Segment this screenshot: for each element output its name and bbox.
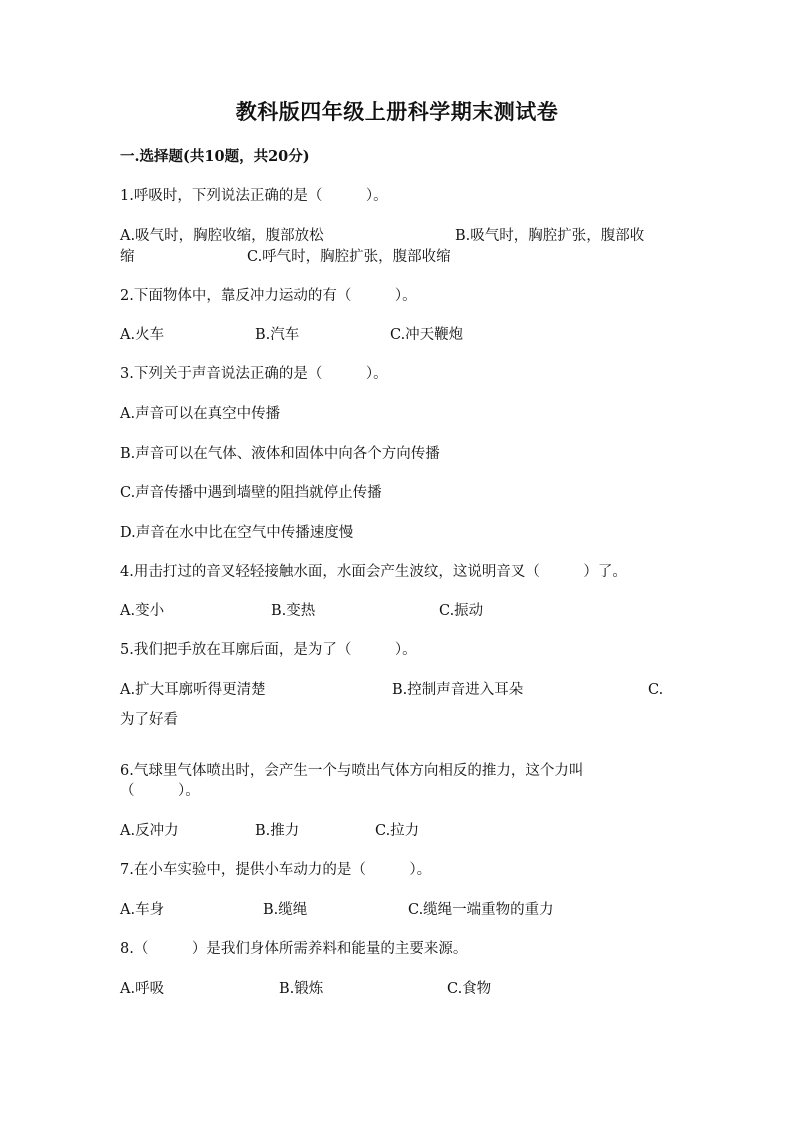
- question-4-option-c: C.振动: [439, 603, 484, 619]
- question-1-option-b-wrap: 缩: [120, 249, 135, 265]
- question-4-stem: 4.用击打过的音叉轻轻接触水面，水面会产生波纹，这说明音叉（ ）了。: [120, 564, 627, 580]
- question-8-option-a: A.呼吸: [120, 981, 165, 997]
- question-1-option-b: B.吸气时，胸腔扩张，腹部收: [455, 228, 645, 244]
- question-6-stem: 6.气球里气体喷出时，会产生一个与喷出气体方向相反的推力，这个力叫: [120, 763, 584, 779]
- question-8-option-b: B.锻炼: [279, 981, 324, 997]
- question-3-option-c: C.声音传播中遇到墙壁的阻挡就停止传播: [120, 485, 382, 501]
- question-2-option-a: A.火车: [120, 327, 165, 343]
- question-5-stem: 5.我们把手放在耳廓后面，是为了（ ）。: [120, 642, 417, 658]
- question-5-option-c: C.: [648, 682, 664, 698]
- question-7-option-c: C.缆绳一端重物的重力: [408, 902, 554, 918]
- question-6-option-b: B.推力: [255, 823, 300, 839]
- question-2-option-c: C.冲天鞭炮: [390, 327, 464, 343]
- question-1-option-a: A.吸气时，胸腔收缩，腹部放松: [120, 228, 324, 244]
- question-3-option-b: B.声音可以在气体、液体和固体中向各个方向传播: [120, 446, 440, 462]
- question-1-option-c: C.呼气时，胸腔扩张，腹部收缩: [247, 249, 451, 265]
- question-2-option-b: B.汽车: [255, 327, 300, 343]
- page-title: 教科版四年级上册科学期末测试卷: [235, 99, 559, 124]
- question-1-stem: 1.呼吸时，下列说法正确的是（ ）。: [120, 188, 388, 204]
- question-7-option-b: B.缆绳: [263, 902, 308, 918]
- question-5-option-c-wrap: 为了好看: [120, 712, 178, 728]
- question-2-stem: 2.下面物体中，靠反冲力运动的有（ ）。: [120, 288, 417, 304]
- question-3-option-a: A.声音可以在真空中传播: [120, 406, 281, 422]
- question-3-stem: 3.下列关于声音说法正确的是（ ）。: [120, 366, 388, 382]
- question-8-option-c: C.食物: [447, 981, 492, 997]
- question-3-option-d: D.声音在水中比在空气中传播速度慢: [120, 525, 354, 541]
- question-5-option-a: A.扩大耳廓听得更清楚: [120, 682, 266, 698]
- question-6-stem-wrap: （ ）。: [120, 783, 200, 799]
- question-4-option-a: A.变小: [120, 603, 165, 619]
- question-4-option-b: B.变热: [271, 603, 316, 619]
- question-6-option-a: A.反冲力: [120, 823, 179, 839]
- question-8-stem: 8.（ ）是我们身体所需养料和能量的主要来源。: [120, 941, 468, 957]
- question-7-option-a: A.车身: [120, 902, 165, 918]
- question-6-option-c: C.拉力: [375, 823, 420, 839]
- question-7-stem: 7.在小车实验中，提供小车动力的是（ ）。: [120, 862, 432, 878]
- question-5-option-b: B.控制声音进入耳朵: [392, 682, 524, 698]
- section-heading: 一.选择题(共10题，共20分): [120, 148, 310, 165]
